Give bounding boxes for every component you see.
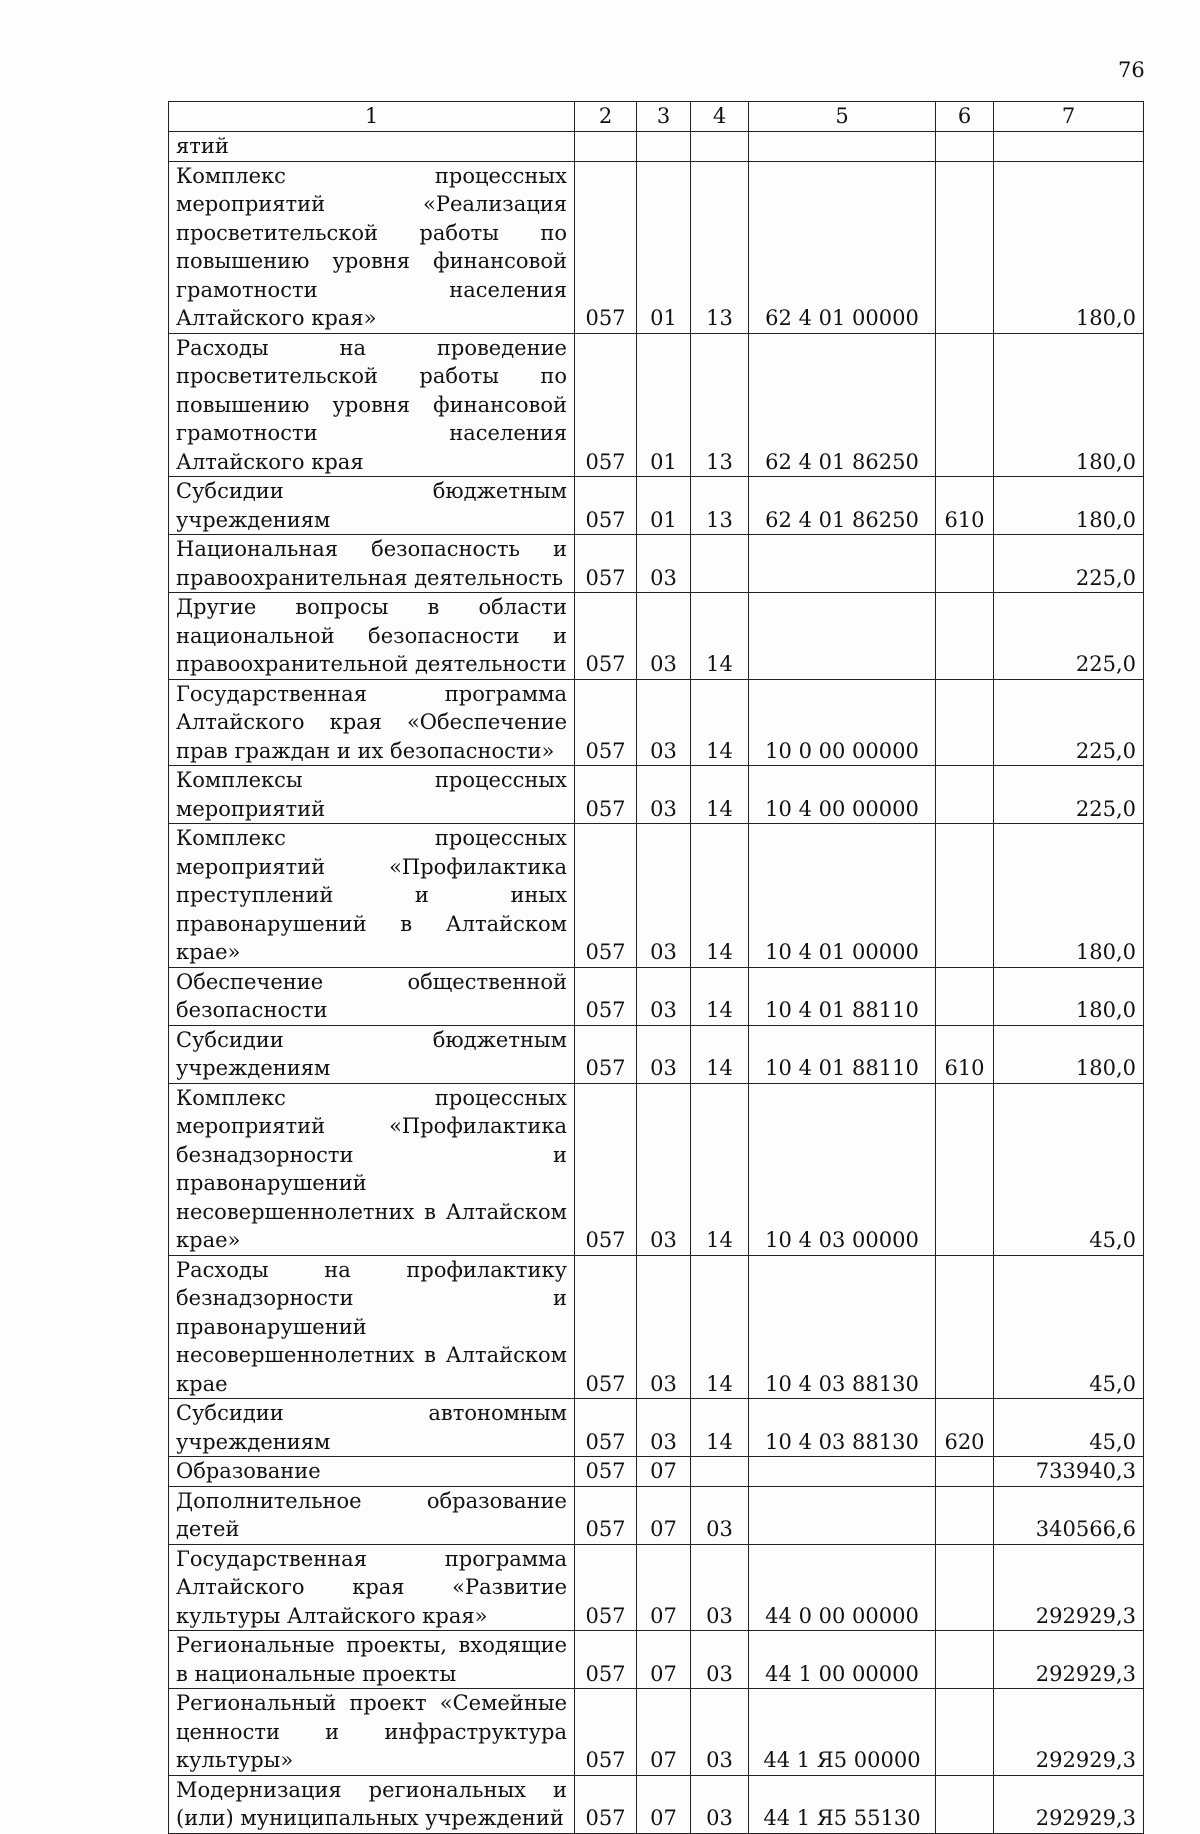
- ministry-code-cell: 057: [575, 333, 637, 477]
- target-article-cell: 44 1 00 00000: [749, 1631, 936, 1689]
- table-row: [169, 1775, 1144, 1833]
- target-article-cell: 10 0 00 00000: [749, 679, 936, 766]
- subsection-code-cell: [691, 1457, 749, 1487]
- subsection-code-cell: 03: [691, 1631, 749, 1689]
- expense-type-cell: [936, 535, 994, 593]
- subsection-code-cell: 13: [691, 161, 749, 333]
- table-body: [169, 132, 1144, 1834]
- item-name-cell: Дополнительное образование детей: [169, 1486, 575, 1544]
- section-code-cell: 07: [637, 1689, 691, 1776]
- table-row: [169, 967, 1144, 1025]
- expense-type-cell: [936, 1631, 994, 1689]
- amount-cell: 180,0: [994, 477, 1144, 535]
- item-name-cell: Субсидии бюджетным учреждениям: [169, 477, 575, 535]
- ministry-code-cell: 057: [575, 1631, 637, 1689]
- subsection-code-cell: 14: [691, 766, 749, 824]
- section-code-cell: 03: [637, 679, 691, 766]
- target-article-cell: 62 4 01 86250: [749, 477, 936, 535]
- section-code-cell: 01: [637, 161, 691, 333]
- expense-type-cell: [936, 679, 994, 766]
- expense-type-cell: [936, 1457, 994, 1487]
- page-number: 76: [1118, 58, 1145, 82]
- expense-type-cell: 620: [936, 1399, 994, 1457]
- subsection-code-cell: 14: [691, 679, 749, 766]
- subsection-code-cell: 03: [691, 1486, 749, 1544]
- item-name-cell: Расходы на проведение просветительской работы по повышению уровня финансовой грамотности населения Алтайского края: [169, 333, 575, 477]
- ministry-code-cell: 057: [575, 477, 637, 535]
- ministry-code-cell: 057: [575, 1025, 637, 1083]
- subsection-code-cell: 14: [691, 967, 749, 1025]
- amount-cell: 292929,3: [994, 1631, 1144, 1689]
- ministry-code-cell: 057: [575, 1689, 637, 1776]
- ministry-code-cell: 057: [575, 1399, 637, 1457]
- expense-type-cell: [936, 1689, 994, 1776]
- target-article-cell: 10 4 00 00000: [749, 766, 936, 824]
- subsection-code-cell: 14: [691, 1255, 749, 1399]
- item-name-cell: Региональные проекты, входящие в национальные проекты: [169, 1631, 575, 1689]
- amount-cell: 292929,3: [994, 1689, 1144, 1776]
- expense-type-cell: [936, 967, 994, 1025]
- table-row: [169, 333, 1144, 477]
- table-row: [169, 766, 1144, 824]
- target-article-cell: 10 4 01 88110: [749, 967, 936, 1025]
- ministry-code-cell: 057: [575, 1486, 637, 1544]
- header-cell: 2: [575, 102, 637, 132]
- amount-cell: 292929,3: [994, 1775, 1144, 1833]
- header-cell: 6: [936, 102, 994, 132]
- section-code-cell: 07: [637, 1775, 691, 1833]
- target-article-cell: 62 4 01 86250: [749, 333, 936, 477]
- subsection-code-cell: 13: [691, 477, 749, 535]
- section-code-cell: 03: [637, 824, 691, 968]
- item-name-cell: Комплексы процессных мероприятий: [169, 766, 575, 824]
- section-code-cell: 07: [637, 1544, 691, 1631]
- expense-type-cell: [936, 1486, 994, 1544]
- section-code-cell: 03: [637, 1255, 691, 1399]
- target-article-cell: 10 4 01 00000: [749, 824, 936, 968]
- table-row: [169, 132, 1144, 162]
- section-code-cell: 03: [637, 1083, 691, 1255]
- table-row: [169, 824, 1144, 968]
- expense-type-cell: [936, 132, 994, 162]
- target-article-cell: 44 1 Я5 00000: [749, 1689, 936, 1776]
- section-code-cell: 01: [637, 333, 691, 477]
- header-cell: 4: [691, 102, 749, 132]
- item-name-cell: Комплекс процессных мероприятий «Реализация просветительской работы по повышению уровня финансовой грамотности населения Алтайского края»: [169, 161, 575, 333]
- ministry-code-cell: 057: [575, 766, 637, 824]
- subsection-code-cell: 14: [691, 1025, 749, 1083]
- table-row: [169, 1689, 1144, 1776]
- target-article-cell: 44 1 Я5 55130: [749, 1775, 936, 1833]
- amount-cell: 225,0: [994, 766, 1144, 824]
- expense-type-cell: 610: [936, 1025, 994, 1083]
- item-name-cell: Образование: [169, 1457, 575, 1487]
- table-row: [169, 1486, 1144, 1544]
- target-article-cell: [749, 1486, 936, 1544]
- amount-cell: 45,0: [994, 1255, 1144, 1399]
- subsection-code-cell: 14: [691, 1083, 749, 1255]
- amount-cell: 180,0: [994, 333, 1144, 477]
- expense-type-cell: [936, 1083, 994, 1255]
- target-article-cell: 10 4 03 00000: [749, 1083, 936, 1255]
- amount-cell: 180,0: [994, 1025, 1144, 1083]
- item-name-cell: Государственная программа Алтайского края «Развитие культуры Алтайского края»: [169, 1544, 575, 1631]
- amount-cell: 340566,6: [994, 1486, 1144, 1544]
- ministry-code-cell: 057: [575, 1775, 637, 1833]
- header-cell: 3: [637, 102, 691, 132]
- table-row: [169, 535, 1144, 593]
- item-name-cell: ятий: [169, 132, 575, 162]
- amount-cell: 225,0: [994, 593, 1144, 680]
- amount-cell: 180,0: [994, 967, 1144, 1025]
- expense-type-cell: [936, 1255, 994, 1399]
- section-code-cell: 03: [637, 1025, 691, 1083]
- expense-type-cell: 610: [936, 477, 994, 535]
- subsection-code-cell: 03: [691, 1775, 749, 1833]
- table-row: [169, 1025, 1144, 1083]
- header-cell: 7: [994, 102, 1144, 132]
- ministry-code-cell: 057: [575, 161, 637, 333]
- target-article-cell: [749, 1457, 936, 1487]
- section-code-cell: 03: [637, 1399, 691, 1457]
- ministry-code-cell: 057: [575, 679, 637, 766]
- subsection-code-cell: 14: [691, 824, 749, 968]
- subsection-code-cell: 14: [691, 593, 749, 680]
- expense-type-cell: [936, 766, 994, 824]
- item-name-cell: Другие вопросы в области национальной безопасности и правоохранительной деятельности: [169, 593, 575, 680]
- section-code-cell: 03: [637, 967, 691, 1025]
- ministry-code-cell: 057: [575, 967, 637, 1025]
- item-name-cell: Обеспечение общественной безопасности: [169, 967, 575, 1025]
- table-row: [169, 1457, 1144, 1487]
- item-name-cell: Комплекс процессных мероприятий «Профилактика преступлений и иных правонарушений в Алтайском крае»: [169, 824, 575, 968]
- ministry-code-cell: 057: [575, 1083, 637, 1255]
- amount-cell: 180,0: [994, 161, 1144, 333]
- section-code-cell: 07: [637, 1631, 691, 1689]
- section-code-cell: 07: [637, 1457, 691, 1487]
- table-row: [169, 161, 1144, 333]
- expense-type-cell: [936, 824, 994, 968]
- header-cell: 5: [749, 102, 936, 132]
- amount-cell: [994, 132, 1144, 162]
- ministry-code-cell: 057: [575, 1544, 637, 1631]
- table-row: [169, 1399, 1144, 1457]
- ministry-code-cell: 057: [575, 1457, 637, 1487]
- ministry-code-cell: [575, 132, 637, 162]
- item-name-cell: Модернизация региональных и (или) муниципальных учреждений: [169, 1775, 575, 1833]
- section-code-cell: 03: [637, 535, 691, 593]
- expense-type-cell: [936, 161, 994, 333]
- section-code-cell: 01: [637, 477, 691, 535]
- ministry-code-cell: 057: [575, 1255, 637, 1399]
- table-row: [169, 1544, 1144, 1631]
- amount-cell: 45,0: [994, 1083, 1144, 1255]
- section-code-cell: [637, 132, 691, 162]
- table-row: [169, 679, 1144, 766]
- ministry-code-cell: 057: [575, 593, 637, 680]
- amount-cell: 180,0: [994, 824, 1144, 968]
- item-name-cell: Государственная программа Алтайского края «Обеспечение прав граждан и их безопасности»: [169, 679, 575, 766]
- target-article-cell: 44 0 00 00000: [749, 1544, 936, 1631]
- subsection-code-cell: [691, 132, 749, 162]
- table-row: [169, 593, 1144, 680]
- amount-cell: 733940,3: [994, 1457, 1144, 1487]
- amount-cell: 225,0: [994, 535, 1144, 593]
- amount-cell: 225,0: [994, 679, 1144, 766]
- item-name-cell: Комплекс процессных мероприятий «Профилактика безнадзорности и правонарушений несовершеннолетних в Алтайском крае»: [169, 1083, 575, 1255]
- subsection-code-cell: 03: [691, 1689, 749, 1776]
- item-name-cell: Субсидии автономным учреждениям: [169, 1399, 575, 1457]
- item-name-cell: Расходы на профилактику безнадзорности и правонарушений несовершеннолетних в Алтайском крае: [169, 1255, 575, 1399]
- section-code-cell: 03: [637, 766, 691, 824]
- header-row: [169, 102, 1144, 132]
- amount-cell: 292929,3: [994, 1544, 1144, 1631]
- target-article-cell: 10 4 03 88130: [749, 1255, 936, 1399]
- item-name-cell: Национальная безопасность и правоохранительная деятельность: [169, 535, 575, 593]
- subsection-code-cell: 14: [691, 1399, 749, 1457]
- item-name-cell: Региональный проект «Семейные ценности и инфраструктура культуры»: [169, 1689, 575, 1776]
- table-row: [169, 1255, 1144, 1399]
- subsection-code-cell: 13: [691, 333, 749, 477]
- header-cell: 1: [169, 102, 575, 132]
- subsection-code-cell: 03: [691, 1544, 749, 1631]
- item-name-cell: Субсидии бюджетным учреждениям: [169, 1025, 575, 1083]
- table-row: [169, 1631, 1144, 1689]
- expense-type-cell: [936, 1775, 994, 1833]
- section-code-cell: 07: [637, 1486, 691, 1544]
- target-article-cell: 62 4 01 00000: [749, 161, 936, 333]
- amount-cell: 45,0: [994, 1399, 1144, 1457]
- section-code-cell: 03: [637, 593, 691, 680]
- expense-type-cell: [936, 333, 994, 477]
- target-article-cell: 10 4 01 88110: [749, 1025, 936, 1083]
- table-row: [169, 477, 1144, 535]
- expense-type-cell: [936, 593, 994, 680]
- target-article-cell: [749, 132, 936, 162]
- ministry-code-cell: 057: [575, 535, 637, 593]
- subsection-code-cell: [691, 535, 749, 593]
- target-article-cell: [749, 593, 936, 680]
- ministry-code-cell: 057: [575, 824, 637, 968]
- expense-type-cell: [936, 1544, 994, 1631]
- target-article-cell: 10 4 03 88130: [749, 1399, 936, 1457]
- target-article-cell: [749, 535, 936, 593]
- table-row: [169, 1083, 1144, 1255]
- budget-table: [168, 101, 1144, 1834]
